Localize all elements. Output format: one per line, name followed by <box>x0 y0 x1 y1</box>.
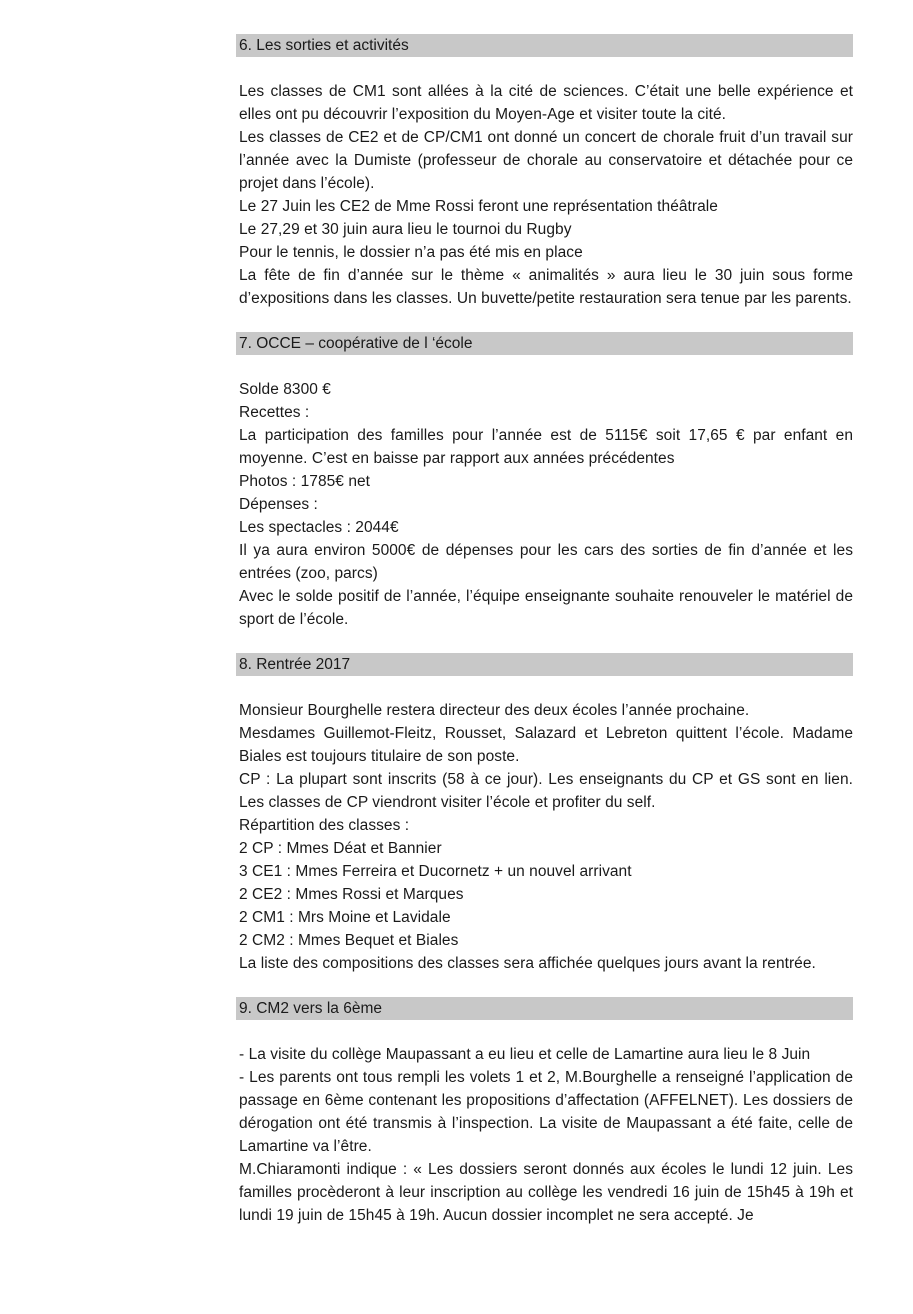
paragraph: La liste des compositions des classes sera affichée quelques jours avant la rentrée. <box>239 955 816 972</box>
section-sorties-activites <box>239 34 853 332</box>
paragraph: 2 CE2 : Mmes Rossi et Marques <box>239 886 464 903</box>
section-cm2-vers-6eme <box>239 997 853 1249</box>
section-heading: 6. Les sorties et activités <box>236 34 853 57</box>
document-page <box>239 34 853 1249</box>
paragraph: La fête de fin d’année sur le thème « animalités » aura lieu le 30 juin sous forme d’expositions dans les classes. Un buvette/petite restauration sera tenue par les parents. <box>239 267 853 307</box>
paragraph: Monsieur Bourghelle restera directeur des deux écoles l’année prochaine. <box>239 702 750 719</box>
paragraph: CP : La plupart sont inscrits (58 à ce jour). Les enseignants du CP et GS sont en lien. Les classes de CP viendront visiter l’école et profiter du self. <box>239 771 853 811</box>
paragraph: Répartition des classes : <box>239 817 410 834</box>
paragraph: La participation des familles pour l’année est de 5115€ soit 17,65 € par enfant en moyenne. C’est en baisse par rapport aux années précédentes <box>239 427 853 467</box>
section-occe <box>239 332 853 653</box>
section-heading: 8. Rentrée 2017 <box>236 653 853 676</box>
paragraph: 3 CE1 : Mmes Ferreira et Ducornetz + un nouvel arrivant <box>239 863 632 880</box>
section-heading: 9. CM2 vers la 6ème <box>236 997 853 1020</box>
paragraph: Le 27,29 et 30 juin aura lieu le tournoi du Rugby <box>239 221 572 238</box>
paragraph: Solde 8300 € <box>239 381 331 398</box>
paragraph: - Les parents ont tous rempli les volets 1 et 2, M.Bourghelle a renseigné l’application de passage en 6ème contenant les propositions d’affectation (AFFELNET). Les dossiers de dérogation ont été transmis à l’inspection. La visite de Maupassant a été faite, celle de Lamartine va l’être. <box>239 1069 853 1155</box>
section-rentree-2017 <box>239 653 853 997</box>
paragraph: 2 CP : Mmes Déat et Bannier <box>239 840 442 857</box>
paragraph: 2 CM2 : Mmes Bequet et Biales <box>239 932 459 949</box>
paragraph: Photos : 1785€ net <box>239 473 371 490</box>
section-body <box>239 57 853 332</box>
section-heading: 7. OCCE – coopérative de l ‘école <box>236 332 853 355</box>
paragraph: Il ya aura environ 5000€ de dépenses pour les cars des sorties de fin d’année et les entrées (zoo, parcs) <box>239 542 853 582</box>
paragraph: - La visite du collège Maupassant a eu lieu et celle de Lamartine aura lieu le 8 Juin <box>239 1046 811 1063</box>
paragraph: M.Chiaramonti indique : « Les dossiers seront donnés aux écoles le lundi 12 juin. Les familles procèderont à leur inscription au collège les vendredi 16 juin de 15h45 à 19h et lundi 19 juin de 15h45 à 19h. Aucun dossier incomplet ne sera accepté. Je <box>239 1161 853 1224</box>
section-body <box>239 355 853 653</box>
paragraph: Avec le solde positif de l’année, l’équipe enseignante souhaite renouveler le matériel de sport de l’école. <box>239 588 853 628</box>
paragraph: Les spectacles : 2044€ <box>239 519 399 536</box>
section-body <box>239 1020 853 1249</box>
paragraph: Le 27 Juin les CE2 de Mme Rossi feront une représentation théâtrale <box>239 198 718 215</box>
section-body <box>239 676 853 997</box>
paragraph: Dépenses : <box>239 496 318 513</box>
paragraph: Mesdames Guillemot-Fleitz, Rousset, Salazard et Lebreton quittent l’école. Madame Biales est toujours titulaire de son poste. <box>239 725 853 765</box>
paragraph: Les classes de CM1 sont allées à la cité de sciences. C’était une belle expérience et elles ont pu découvrir l’exposition du Moyen-Age et visiter toute la cité. <box>239 83 853 123</box>
paragraph: Pour le tennis, le dossier n’a pas été mis en place <box>239 244 583 261</box>
paragraph: 2 CM1 : Mrs Moine et Lavidale <box>239 909 451 926</box>
paragraph: Les classes de CE2 et de CP/CM1 ont donné un concert de chorale fruit d’un travail sur l’année avec la Dumiste (professeur de chorale au conservatoire et détachée pour ce projet dans l’école). <box>239 129 853 192</box>
paragraph: Recettes : <box>239 404 310 421</box>
